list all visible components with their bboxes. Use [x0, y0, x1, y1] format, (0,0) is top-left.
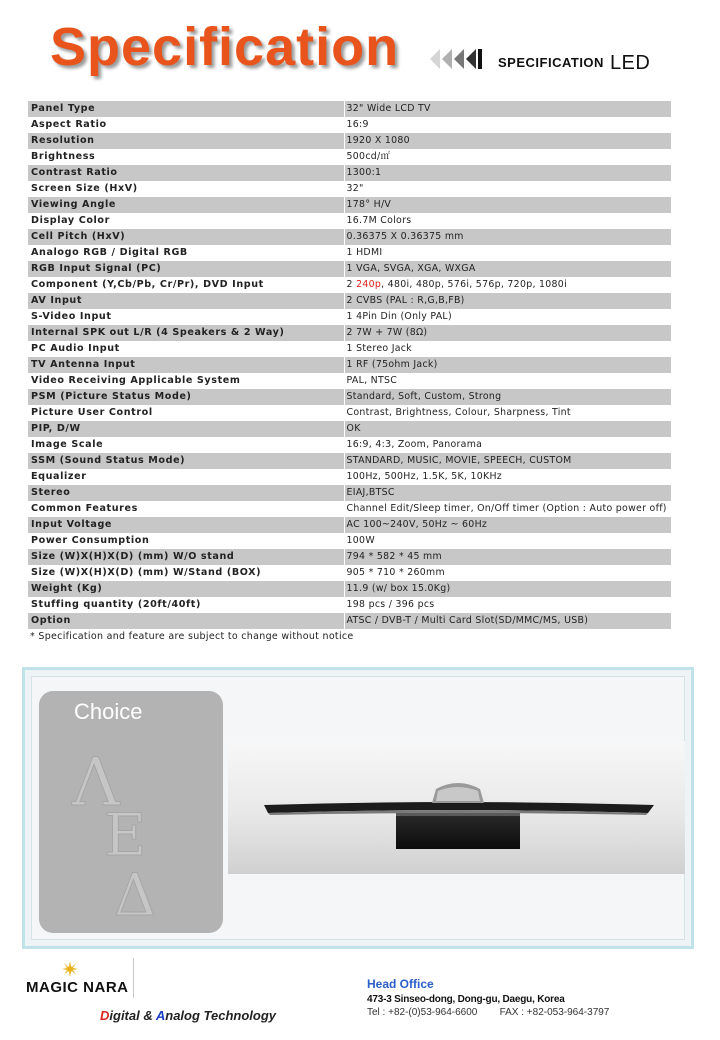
spec-value: 2 7W + 7W (8Ω): [344, 325, 671, 341]
spec-row: [28, 149, 671, 165]
spec-label: Resolution: [28, 133, 344, 149]
spec-value: 16:9: [344, 117, 671, 133]
spec-label: Picture User Control: [28, 405, 344, 421]
spec-label: Aspect Ratio: [28, 117, 344, 133]
spec-row: [28, 293, 671, 309]
office-address: 473-3 Sinseo-dong, Dong-gu, Daegu, Korea: [367, 994, 565, 1005]
spec-label: Power Consumption: [28, 533, 344, 549]
spec-value: 794 * 582 * 45 mm: [344, 549, 671, 565]
spec-label: PC Audio Input: [28, 341, 344, 357]
chevron-left-arrows-icon: [428, 46, 488, 72]
tagline-d: D: [100, 1008, 110, 1023]
spec-value: 100W: [344, 533, 671, 549]
tv-top-view-image: [228, 741, 685, 874]
spec-row: [28, 133, 671, 149]
spec-label: S-Video Input: [28, 309, 344, 325]
greek-letters-graphic: [62, 735, 182, 925]
office-phone-fax: Tel : +82-(0)53-964-6600 FAX : +82-053-964-3797: [367, 1007, 610, 1018]
spec-label: Common Features: [28, 501, 344, 517]
spec-row: [28, 437, 671, 453]
spec-value: 1 4Pin Din (Only PAL): [344, 309, 671, 325]
spec-value: Standard, Soft, Custom, Strong: [344, 389, 671, 405]
spec-value: 2 240p, 480i, 480p, 576i, 576p, 720p, 1080i: [344, 277, 671, 293]
spec-row: [28, 181, 671, 197]
spec-value: 0.36375 X 0.36375 mm: [344, 229, 671, 245]
spec-row: [28, 261, 671, 277]
spec-row: [28, 597, 671, 613]
spec-label: Internal SPK out L/R (4 Speakers & 2 Way): [28, 325, 344, 341]
spec-value: Contrast, Brightness, Colour, Sharpness, Tint: [344, 405, 671, 421]
spec-row: [28, 533, 671, 549]
spec-value: EIAJ,BTSC: [344, 485, 671, 501]
spec-row: [28, 549, 671, 565]
spec-label: Video Receiving Applicable System: [28, 373, 344, 389]
greek-letter-e: E: [104, 801, 147, 869]
spec-row: [28, 229, 671, 245]
spec-label: Cell Pitch (HxV): [28, 229, 344, 245]
spec-row: [28, 117, 671, 133]
spec-row: [28, 485, 671, 501]
spec-value: 1300:1: [344, 165, 671, 181]
spec-label: Viewing Angle: [28, 197, 344, 213]
spec-label: Analogo RGB / Digital RGB: [28, 245, 344, 261]
spec-row: [28, 309, 671, 325]
spec-value: 11.9 (w/ box 15.0Kg): [344, 581, 671, 597]
spec-label: Stuffing quantity (20ft/40ft): [28, 597, 344, 613]
spec-value: 100Hz, 500Hz, 1.5K, 5K, 10KHz: [344, 469, 671, 485]
spec-label: TV Antenna Input: [28, 357, 344, 373]
spec-row: [28, 245, 671, 261]
choice-label: Choice: [74, 699, 143, 724]
spec-row: [28, 101, 671, 117]
page-title: Specification: [50, 17, 400, 77]
spec-row: [28, 613, 671, 629]
spec-row: [28, 165, 671, 181]
spec-label: Screen Size (HxV): [28, 181, 344, 197]
spec-row: [28, 517, 671, 533]
spec-value: 500cd/㎡: [344, 149, 671, 165]
spec-label: Size (W)X(H)X(D) (mm) W/Stand (BOX): [28, 565, 344, 581]
spec-value: 2 CVBS (PAL : R,G,B,FB): [344, 293, 671, 309]
spec-row: [28, 373, 671, 389]
spec-value: 16:9, 4:3, Zoom, Panorama: [344, 437, 671, 453]
spec-value: 198 pcs / 396 pcs: [344, 597, 671, 613]
spec-label: Equalizer: [28, 469, 344, 485]
sun-icon: [62, 961, 78, 977]
spec-label: Input Voltage: [28, 517, 344, 533]
greek-letter-delta: Δ: [114, 861, 156, 925]
spec-label: PSM (Picture Status Mode): [28, 389, 344, 405]
spec-row: [28, 565, 671, 581]
spec-table: [28, 101, 671, 629]
spec-label: Weight (Kg): [28, 581, 344, 597]
tagline-part2: nalog Technology: [165, 1008, 276, 1023]
spec-label: Display Color: [28, 213, 344, 229]
magic-nara-logo: [26, 960, 136, 1000]
spec-row: [28, 277, 671, 293]
spec-row: [28, 453, 671, 469]
spec-value: 1 Stereo Jack: [344, 341, 671, 357]
spec-row: [28, 501, 671, 517]
spec-row: [28, 389, 671, 405]
spec-label: Stereo: [28, 485, 344, 501]
spec-value: STANDARD, MUSIC, MOVIE, SPEECH, CUSTOM: [344, 453, 671, 469]
spec-row: [28, 469, 671, 485]
spec-value: ATSC / DVB-T / Multi Card Slot(SD/MMC/MS, USB): [344, 613, 671, 629]
tagline-a: A: [155, 1008, 166, 1023]
spec-value: 16.7M Colors: [344, 213, 671, 229]
spec-note: * Specification and feature are subject to change without notice: [30, 631, 354, 642]
spec-row: [28, 197, 671, 213]
spec-value: 1920 X 1080: [344, 133, 671, 149]
spec-label: Contrast Ratio: [28, 165, 344, 181]
spec-value: 1 VGA, SVGA, XGA, WXGA: [344, 261, 671, 277]
office-heading: Head Office: [367, 977, 434, 991]
spec-label: PIP, D/W: [28, 421, 344, 437]
spec-row: [28, 357, 671, 373]
spec-label: AV Input: [28, 293, 344, 309]
greek-letter-lambda: Λ: [72, 744, 120, 821]
spec-label: Image Scale: [28, 437, 344, 453]
head-office-block: [367, 977, 609, 1018]
spec-value: OK: [344, 421, 671, 437]
logo-text: MAGIC NARA: [26, 979, 129, 996]
spec-value: 905 * 710 * 260mm: [344, 565, 671, 581]
spec-row: [28, 581, 671, 597]
spec-label: Component (Y,Cb/Pb, Cr/Pr), DVD Input: [28, 277, 344, 293]
spec-label: Size (W)X(H)X(D) (mm) W/O stand: [28, 549, 344, 565]
spec-value: Channel Edit/Sleep timer, On/Off timer (Option : Auto power off): [344, 501, 671, 517]
spec-label: Brightness: [28, 149, 344, 165]
spec-label: Option: [28, 613, 344, 629]
spec-value: 1 HDMI: [344, 245, 671, 261]
spec-value: PAL, NTSC: [344, 373, 671, 389]
spec-value: 1 RF (75ohm Jack): [344, 357, 671, 373]
spec-value: 32": [344, 181, 671, 197]
spec-row: [28, 421, 671, 437]
spec-value: 178° H/V: [344, 197, 671, 213]
page-subtitle: [498, 50, 650, 73]
spec-row: [28, 325, 671, 341]
spec-label: Panel Type: [28, 101, 344, 117]
subtitle-led: LED: [609, 52, 651, 74]
spec-row: [28, 213, 671, 229]
spec-row: [28, 341, 671, 357]
spec-label: RGB Input Signal (PC): [28, 261, 344, 277]
spec-value: 32" Wide LCD TV: [344, 101, 671, 117]
tagline-part1: igital &: [109, 1008, 156, 1023]
subtitle-text: SPECIFICATION: [498, 55, 604, 70]
tagline: [100, 1008, 276, 1023]
spec-value: AC 100~240V, 50Hz ~ 60Hz: [344, 517, 671, 533]
spec-row: [28, 405, 671, 421]
spec-label: SSM (Sound Status Mode): [28, 453, 344, 469]
logo-divider: [133, 958, 134, 998]
